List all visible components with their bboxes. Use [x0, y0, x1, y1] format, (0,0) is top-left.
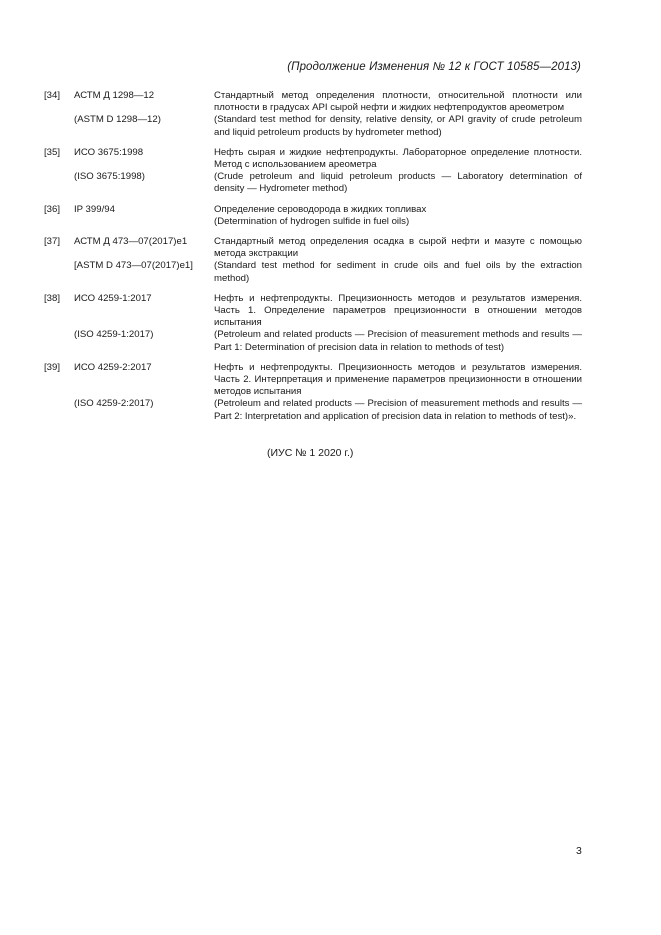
page-header: (Продолжение Изменения № 12 к ГОСТ 10585—2013): [287, 61, 581, 73]
reference-code-ru: ИСО 4259-2:2017: [74, 361, 152, 373]
reference-title-ru: Нефть сырая и жидкие нефтепродукты. Лабораторное определение плотности. Метод с использованием ареометра: [214, 146, 582, 171]
reference-number: [39]: [44, 361, 61, 373]
reference-number: [36]: [44, 203, 61, 215]
reference-title-en: (Determination of hydrogen sulfide in fuel oils): [214, 215, 410, 227]
reference-item: [0, 90, 661, 139]
reference-item: [0, 293, 661, 354]
reference-code-en: (ISO 3675:1998): [74, 171, 145, 183]
reference-title-en: (Standard test method for density, relative density, or API gravity of crude petroleum and liquid petroleum products by hydrometer method): [214, 114, 582, 138]
reference-number: [37]: [44, 236, 61, 248]
reference-item: [0, 147, 661, 196]
reference-title-en: (Petroleum and related products — Precision of measurement methods and results — Part 1: Determination of precision data in relation to methods of test): [214, 329, 582, 353]
reference-code-ru: АСТМ Д 473—07(2017)e1: [74, 236, 188, 248]
reference-title-en: (Standard test method for sediment in crude oils and fuel oils by the extraction method): [214, 260, 582, 284]
reference-code-ru: ИСО 3675:1998: [74, 146, 144, 158]
reference-item: [0, 362, 661, 423]
reference-code-en: (ASTM D 1298—12): [74, 114, 161, 126]
reference-item: [0, 204, 661, 228]
reference-code-ru: IP 399/94: [74, 203, 115, 215]
reference-en-row: [0, 260, 661, 284]
reference-title-ru: Стандартный метод определения осадка в сырой нефти и мазуте с помощью метода экстракции: [214, 236, 582, 260]
ius-note: (ИУС № 1 2020 г.): [267, 447, 354, 459]
reference-item: [0, 236, 661, 285]
reference-code-ru: ИСО 4259-1:2017: [74, 292, 152, 304]
reference-ru-row: [0, 204, 661, 216]
reference-code-en: [ASTM D 473—07(2017)e1]: [74, 260, 193, 272]
reference-ru-row: [0, 90, 661, 114]
reference-ru-row: [0, 236, 661, 260]
reference-code-ru: АСТМ Д 1298—12: [74, 90, 155, 101]
reference-number: [35]: [44, 146, 61, 158]
reference-en-row: [0, 216, 661, 228]
reference-title-ru: Определение сероводорода в жидких топливах: [214, 203, 427, 215]
reference-ru-row: [0, 293, 661, 330]
reference-title-en: (Crude petroleum and liquid petroleum products — Laboratory determination of density — Hydrometer method): [214, 171, 582, 195]
reference-ru-row: [0, 147, 661, 171]
reference-list: [0, 90, 661, 431]
reference-en-row: [0, 398, 661, 422]
page-number: 3: [576, 845, 582, 857]
reference-title-ru: Стандартный метод определения плотности, относительной плотности или плотности в градусах API сырой нефти и жидких нефтепродуктов ареометром: [214, 90, 582, 114]
reference-en-row: [0, 171, 661, 195]
reference-en-row: [0, 114, 661, 138]
reference-code-en: (ISO 4259-2:2017): [74, 398, 154, 410]
reference-number: [34]: [44, 90, 61, 101]
reference-ru-row: [0, 362, 661, 399]
reference-title-en: (Petroleum and related products — Precision of measurement methods and results — Part 2: Interpretation and application of precision data in relation to methods of test)».: [214, 398, 582, 422]
reference-number: [38]: [44, 292, 61, 304]
reference-code-en: (ISO 4259-1:2017): [74, 329, 154, 341]
reference-title-ru: Нефть и нефтепродукты. Прецизионность методов и результатов измерения. Часть 1. Определение параметров прецизионности в отношении методов испытания: [214, 292, 582, 329]
reference-en-row: [0, 329, 661, 353]
reference-title-ru: Нефть и нефтепродукты. Прецизионность методов и результатов измерения. Часть 2. Интерпретация и применение параметров прецизионности в отношении методов испытания: [214, 361, 582, 398]
